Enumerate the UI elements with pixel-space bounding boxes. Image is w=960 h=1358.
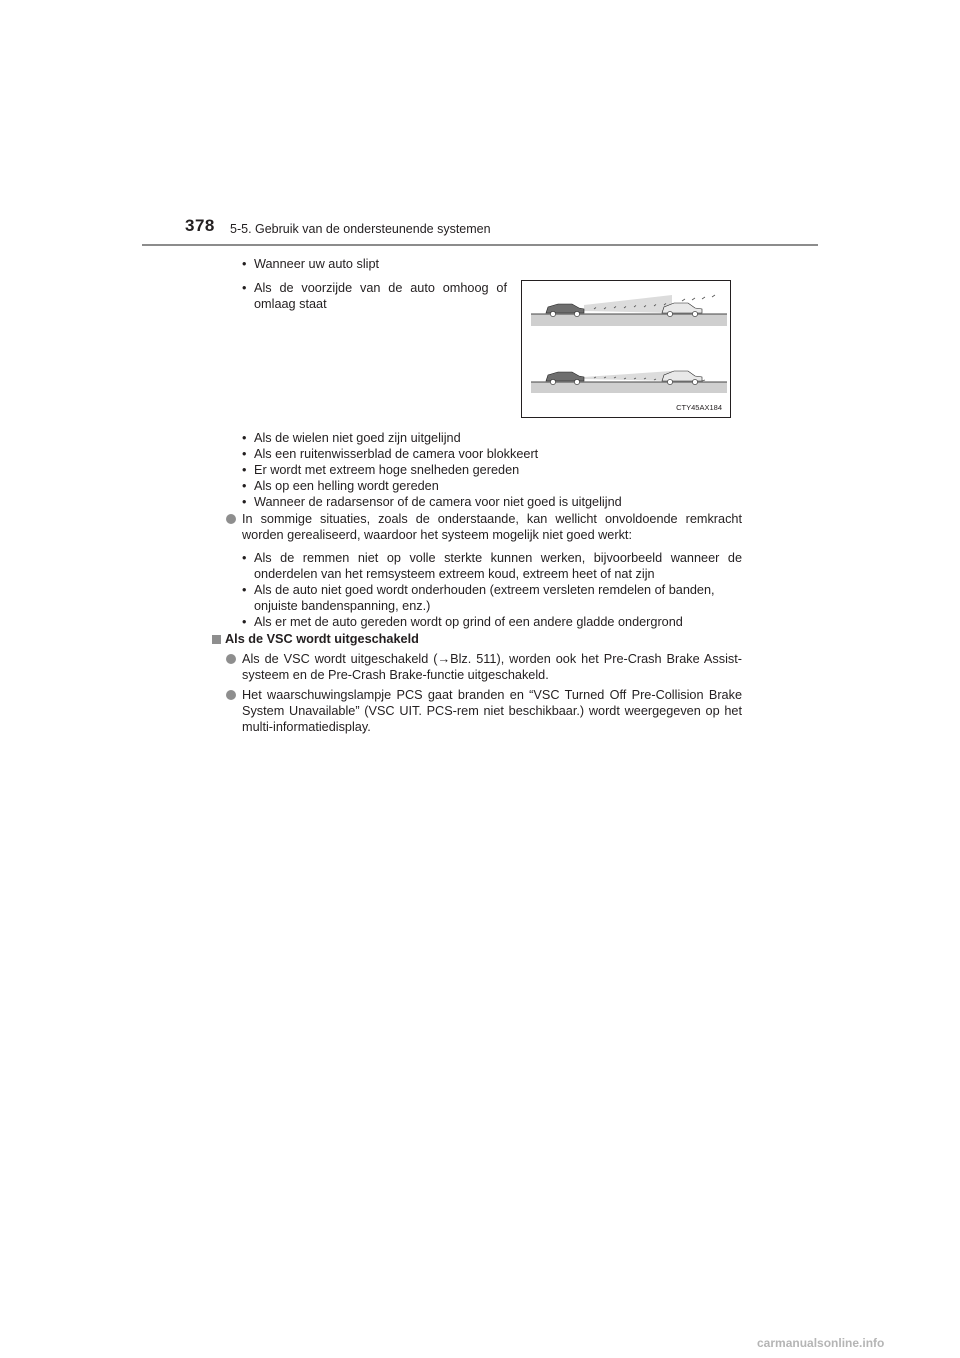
watermark: carmanualsonline.info xyxy=(757,1336,885,1350)
circle-bullet-icon xyxy=(226,654,236,664)
square-bullet-icon xyxy=(212,635,221,644)
section-heading: Als de VSC wordt uitgeschakeld xyxy=(225,632,419,646)
bullet-glyph: • xyxy=(242,583,247,597)
header-divider xyxy=(142,244,818,246)
bullet-glyph: • xyxy=(242,479,247,493)
list-item xyxy=(242,550,742,582)
bullet-glyph: • xyxy=(242,281,247,295)
list-item xyxy=(242,430,742,446)
paragraph: Het waarschuwingslampje PCS gaat branden en “VSC Turned Off Pre-Collision Brake System Unavailable” (VSC UIT. PCS-rem niet beschikbaar.) wordt weergegeven op het multi-informatiedisplay. xyxy=(242,688,742,734)
list-item xyxy=(242,446,742,462)
bullet-glyph: • xyxy=(242,551,247,565)
bullet-glyph: • xyxy=(242,257,247,271)
list-item xyxy=(242,256,512,272)
bullet-glyph: • xyxy=(242,495,247,509)
list-item-text: Wanneer uw auto slipt xyxy=(254,257,380,271)
circle-bullet-icon xyxy=(226,514,236,524)
list-item xyxy=(242,614,746,630)
list-item-text: Als een ruitenwisserblad de camera voor blokkeert xyxy=(254,447,539,461)
list-item-text: Als er met de auto gereden wordt op grind of een andere gladde ondergrond xyxy=(254,615,683,629)
section-title: 5-5. Gebruik van de ondersteunende systemen xyxy=(230,222,491,236)
bullet-glyph: • xyxy=(242,447,247,461)
circle-bullet-icon xyxy=(226,690,236,700)
list-item-text: Als op een helling wordt gereden xyxy=(254,479,439,493)
list-item-text: Wanneer de radarsensor of de camera voor niet goed is uitgelijnd xyxy=(254,495,622,509)
figure-code: CTY45AX184 xyxy=(676,403,722,412)
list-item-text: Als de voorzijde van de auto omhoog of omlaag staat xyxy=(254,281,507,311)
bullet-glyph: • xyxy=(242,431,247,445)
bullet-glyph: • xyxy=(242,463,247,477)
car-radar-illustration xyxy=(522,281,730,417)
list-item-text: Er wordt met extreem hoge snelheden gereden xyxy=(254,463,520,477)
paragraph: In sommige situaties, zoals de onderstaande, kan wellicht onvoldoende remkracht worden gerealiseerd, waardoor het systeem mogelijk niet goed werkt: xyxy=(242,512,742,542)
list-item xyxy=(242,582,746,614)
list-item-text: Als de remmen niet op volle sterkte kunnen werken, bijvoorbeeld wanneer de onderdelen van het remsysteem extreem koud, extreem heet of nat zijn xyxy=(254,551,742,581)
illustration-figure xyxy=(521,280,731,418)
list-item xyxy=(242,494,742,510)
list-item xyxy=(242,280,507,312)
list-item-text: Als de auto niet goed wordt onderhouden (extreem versleten remdelen of banden, onjuiste bandenspanning, enz.) xyxy=(254,583,715,613)
list-item xyxy=(242,462,742,478)
list-item-text: Als de wielen niet goed zijn uitgelijnd xyxy=(254,431,461,445)
paragraph: Als de VSC wordt uitgeschakeld (→Blz. 511), worden ook het Pre-Crash Brake Assist-systeem en de Pre-Crash Brake-functie uitgeschakeld. xyxy=(242,652,742,682)
page-number: 378 xyxy=(185,216,215,235)
bullet-glyph: • xyxy=(242,615,247,629)
list-item xyxy=(242,478,742,494)
